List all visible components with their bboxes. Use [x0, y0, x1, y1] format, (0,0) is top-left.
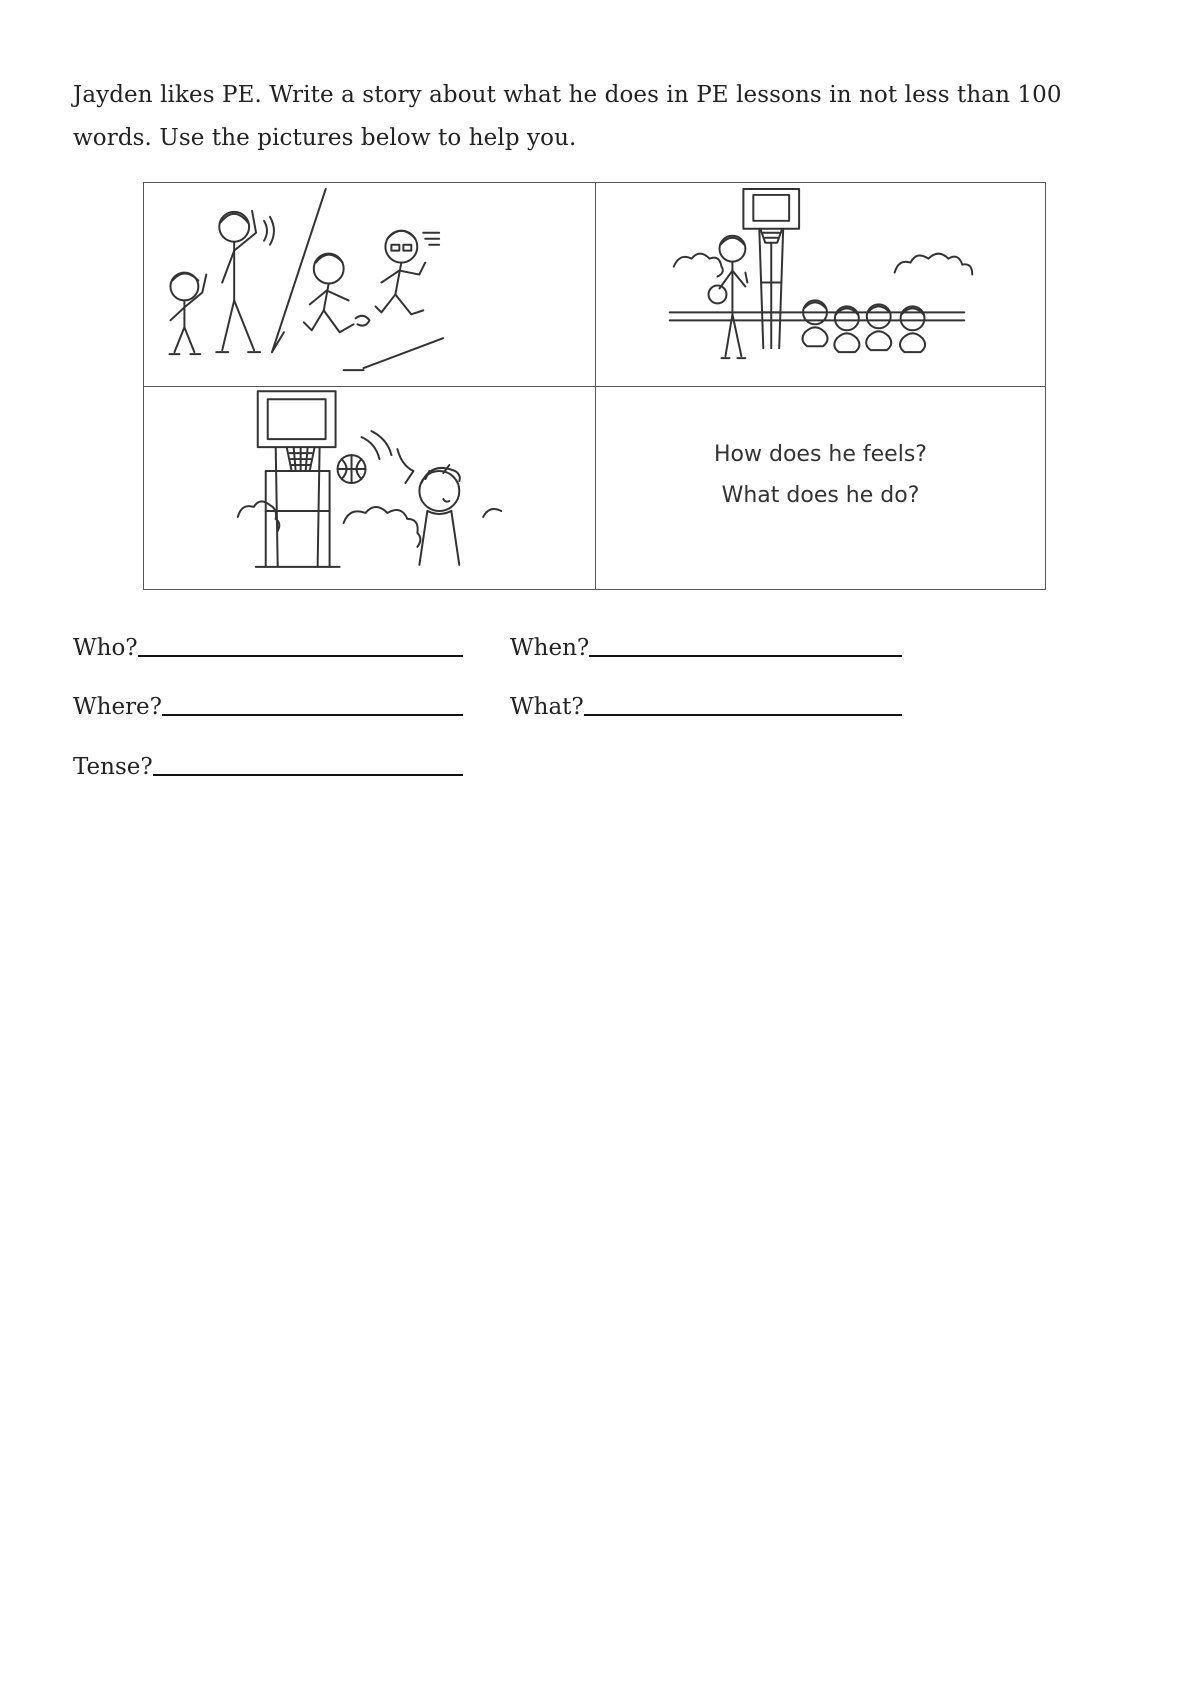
field-tense: [73, 749, 463, 779]
prompt-questions: [596, 387, 1045, 589]
shooting-illustration: [144, 387, 595, 589]
field-who-label: Who?: [73, 635, 138, 661]
field-tense-answer-line[interactable]: [153, 774, 463, 776]
warm-up-illustration: [144, 183, 595, 386]
field-where: [73, 689, 463, 719]
prompt-question-does: What does he do?: [721, 483, 920, 508]
field-what: [510, 689, 902, 719]
field-what-label: What?: [510, 694, 584, 720]
teacher-explains-illustration: [596, 183, 1045, 386]
field-who: [73, 630, 463, 660]
prompt-question-feels: How does he feels?: [714, 442, 927, 467]
field-when-label: When?: [510, 635, 590, 661]
field-when: [510, 630, 902, 660]
field-when-answer-line[interactable]: [589, 655, 902, 657]
field-what-answer-line[interactable]: [584, 714, 902, 716]
picture-panel-prompts: [596, 387, 1045, 589]
field-where-label: Where?: [73, 694, 163, 720]
field-where-answer-line[interactable]: [162, 714, 463, 716]
picture-panel-shooting: [144, 387, 596, 589]
picture-panel-warm-up: [144, 183, 596, 387]
field-who-answer-line[interactable]: [138, 655, 463, 657]
field-tense-label: Tense?: [73, 754, 153, 780]
picture-grid: [143, 182, 1046, 590]
instructions-text: Jayden likes PE. Write a story about what he does in PE lessons in not less than 100 words. Use the pictures below to help you.: [73, 82, 1062, 151]
picture-panel-teacher-explains: [596, 183, 1045, 387]
